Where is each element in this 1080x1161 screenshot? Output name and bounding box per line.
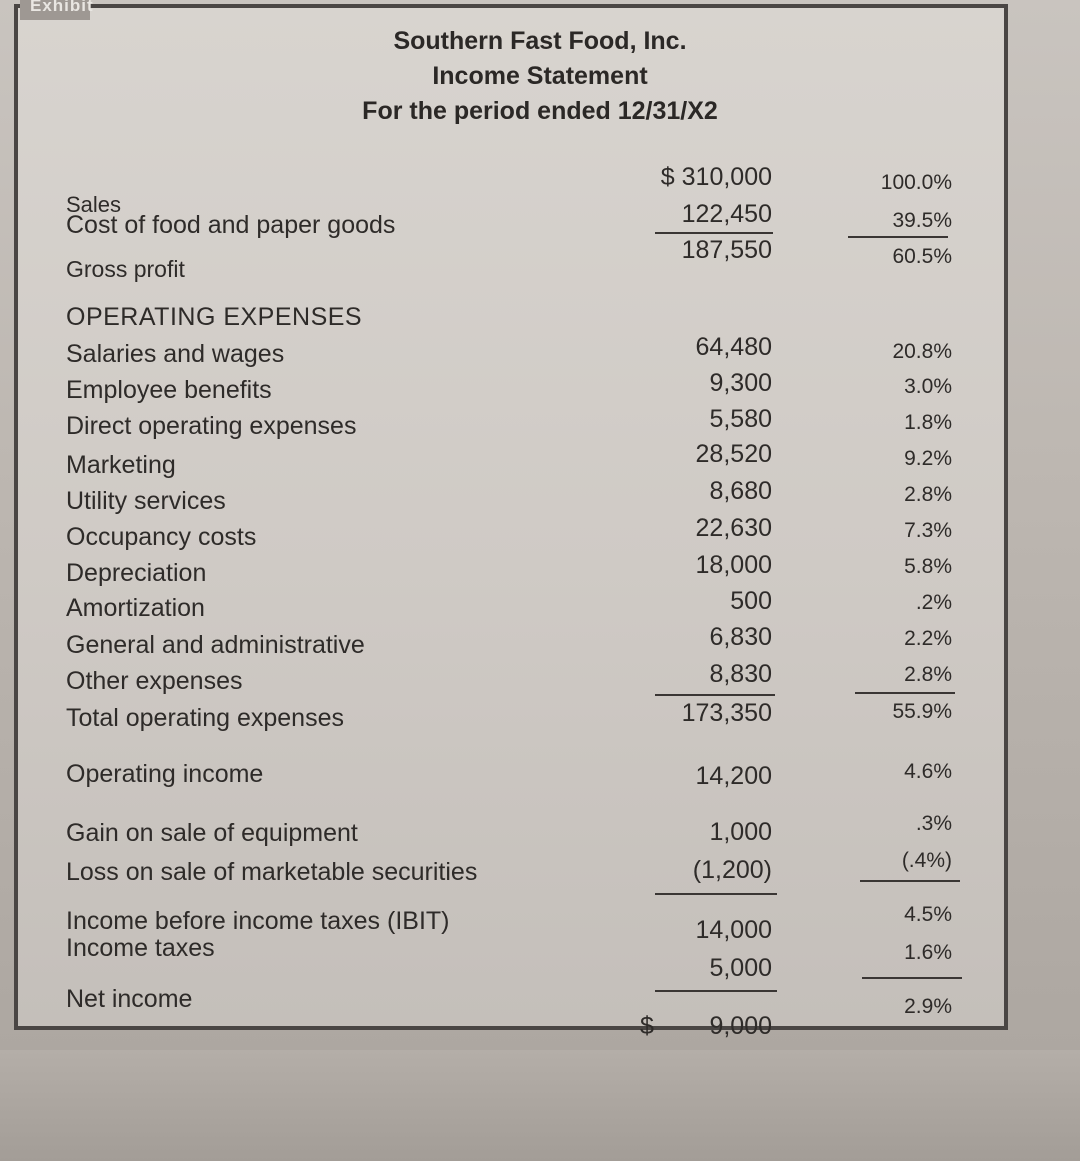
- cogs-label: Cost of food and paper goods: [66, 211, 396, 239]
- net-income-dollar: $: [640, 1012, 654, 1040]
- amortization-label: Amortization: [66, 594, 205, 622]
- page-bottom-strip: [0, 1050, 1080, 1161]
- gain-label: Gain on sale of equipment: [66, 819, 358, 847]
- utility-amount: 8,680: [709, 477, 772, 505]
- other-expenses-underline: [655, 694, 775, 696]
- benefits-pct: 3.0%: [904, 375, 952, 398]
- income-taxes-amount: 5,000: [709, 954, 772, 982]
- loss-label: Loss on sale of marketable securities: [66, 858, 478, 886]
- gross-profit-label: Gross profit: [66, 256, 185, 282]
- utility-pct: 2.8%: [904, 483, 952, 506]
- direct-operating-pct: 1.8%: [904, 411, 952, 434]
- ibit-label: Income before income taxes (IBIT): [66, 907, 450, 935]
- amortization-pct: .2%: [915, 591, 952, 614]
- direct-operating-amount: 5,580: [709, 405, 772, 433]
- depreciation-amount: 18,000: [695, 551, 772, 579]
- direct-operating-label: Direct operating expenses: [66, 412, 357, 440]
- exhibit-label: Exhibit: [20, 0, 90, 20]
- cogs-pct-underline: [848, 236, 948, 238]
- gross-profit-pct: 60.5%: [892, 245, 952, 268]
- loss-underline: [655, 893, 777, 895]
- salaries-amount: 64,480: [695, 333, 772, 361]
- cogs-pct: 39.5%: [892, 209, 952, 232]
- operating-income-amount: 14,200: [695, 762, 772, 790]
- general-admin-label: General and administrative: [66, 631, 365, 659]
- benefits-label: Employee benefits: [66, 376, 272, 404]
- taxes-pct-underline: [862, 977, 962, 979]
- operating-income-label: Operating income: [66, 760, 264, 788]
- statement-title: [260, 24, 820, 129]
- total-opex-amount: 173,350: [681, 699, 772, 727]
- total-opex-pct: 55.9%: [892, 700, 952, 723]
- benefits-amount: 9,300: [709, 369, 772, 397]
- taxes-underline: [655, 990, 777, 992]
- sales-pct: 100.0%: [880, 171, 952, 194]
- net-income-label: Net income: [66, 985, 193, 1013]
- net-income-pct: 2.9%: [904, 995, 952, 1018]
- total-opex-label: Total operating expenses: [66, 704, 344, 732]
- occupancy-pct: 7.3%: [904, 519, 952, 542]
- marketing-pct: 9.2%: [904, 447, 952, 470]
- gross-profit-amount: 187,550: [681, 236, 772, 264]
- gain-pct: .3%: [915, 812, 952, 835]
- gain-amount: 1,000: [709, 818, 772, 846]
- salaries-label: Salaries and wages: [66, 340, 285, 368]
- loss-pct: (.4%): [901, 849, 952, 872]
- company-name: Southern Fast Food, Inc.: [393, 27, 687, 55]
- occupancy-amount: 22,630: [695, 514, 772, 542]
- ibit-pct: 4.5%: [904, 903, 952, 926]
- other-expenses-amount: 8,830: [709, 660, 772, 688]
- loss-amount: (1,200): [692, 856, 772, 884]
- statement-period: For the period ended 12/31/X2: [362, 97, 718, 125]
- salaries-pct: 20.8%: [892, 340, 952, 363]
- sales-amount: $ 310,000: [660, 163, 772, 191]
- depreciation-label: Depreciation: [66, 559, 207, 587]
- depreciation-pct: 5.8%: [904, 555, 952, 578]
- net-income-amount: 9,000: [709, 1012, 772, 1040]
- operating-expenses-heading: OPERATING EXPENSES: [66, 303, 363, 331]
- marketing-label: Marketing: [66, 451, 176, 479]
- general-admin-amount: 6,830: [709, 623, 772, 651]
- other-expenses-pct-underline: [855, 692, 955, 694]
- general-admin-pct: 2.2%: [904, 627, 952, 650]
- statement-name: Income Statement: [432, 62, 648, 90]
- amortization-amount: 500: [730, 587, 772, 615]
- occupancy-label: Occupancy costs: [66, 523, 257, 551]
- utility-label: Utility services: [66, 487, 226, 515]
- marketing-amount: 28,520: [695, 440, 772, 468]
- other-expenses-pct: 2.8%: [904, 663, 952, 686]
- cogs-amount: 122,450: [681, 200, 772, 228]
- income-taxes-pct: 1.6%: [904, 941, 952, 964]
- loss-pct-underline: [860, 880, 960, 882]
- income-taxes-label: Income taxes: [66, 934, 215, 962]
- ibit-amount: 14,000: [695, 916, 772, 944]
- sales-label: Sales: [66, 192, 122, 217]
- cogs-underline: [655, 232, 773, 234]
- other-expenses-label: Other expenses: [66, 667, 243, 695]
- operating-income-pct: 4.6%: [904, 760, 952, 783]
